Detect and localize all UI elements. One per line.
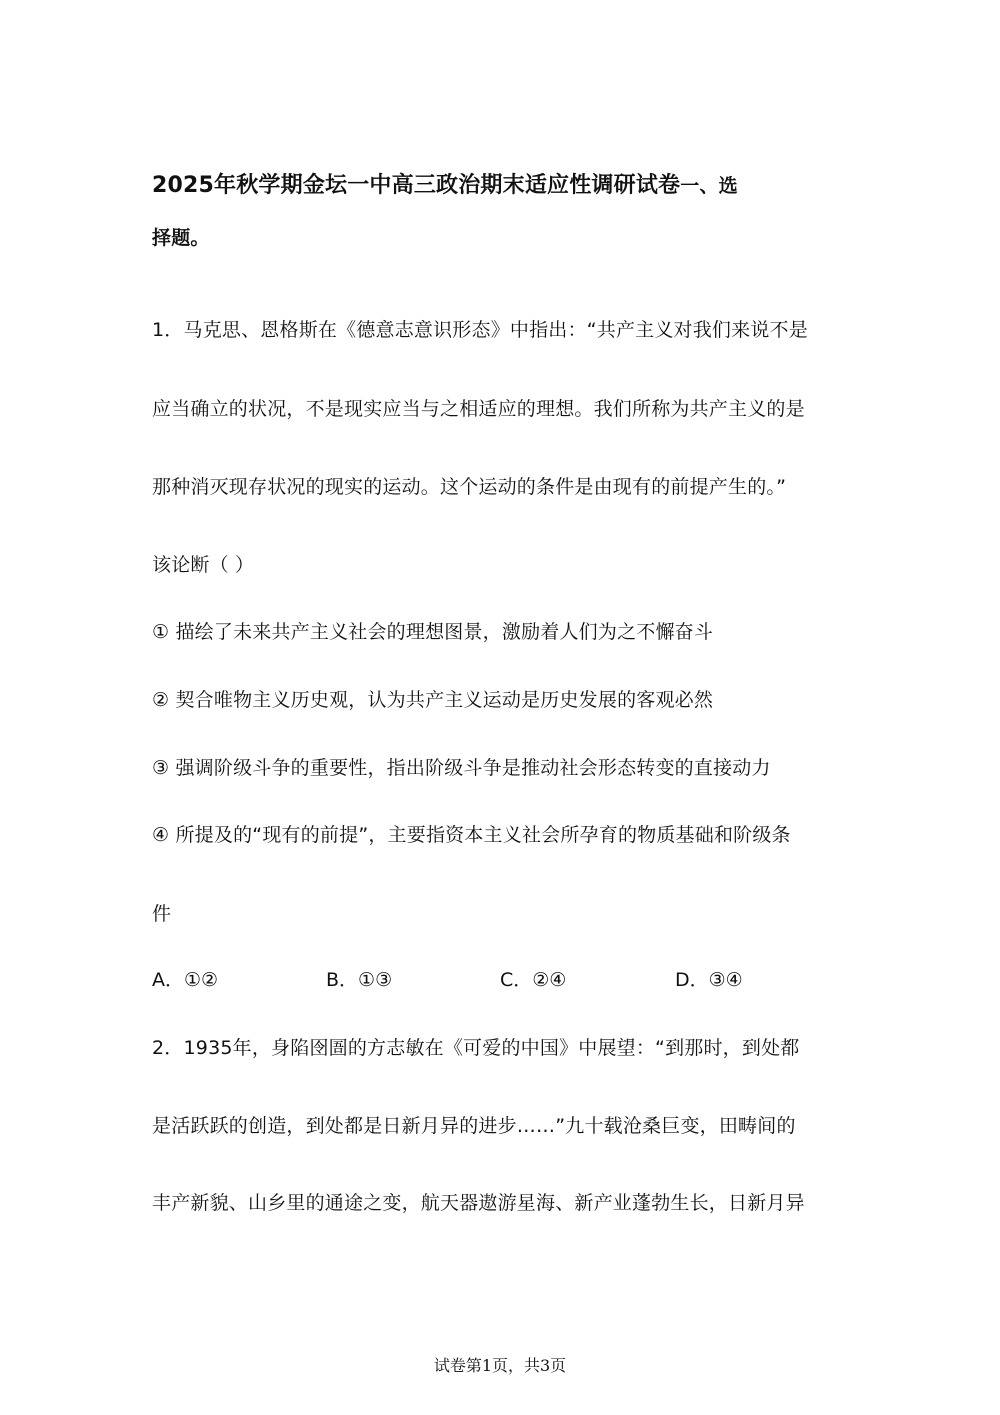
question-1-option-d[interactable]: D．③④: [675, 969, 743, 991]
question-1-option-c[interactable]: C．②④: [500, 969, 567, 991]
page-footer: 试卷第1页，共3页: [433, 1356, 567, 1375]
section-heading-start: 一、选: [680, 175, 738, 197]
question-1-statement-4-cont: 件: [152, 903, 172, 925]
question-1-line-1: 1．马克思、恩格斯在《德意志意识形态》中指出：“共产主义对我们来说不是: [152, 319, 808, 341]
exam-title-text: 2025年秋学期金坛一中高三政治期末适应性调研试卷: [152, 173, 681, 198]
section-heading: 择题。: [152, 227, 210, 249]
question-1-statement-3: ③ 强调阶级斗争的重要性，指出阶级斗争是推动社会形态转变的直接动力: [152, 757, 771, 779]
question-1-statement-2: ② 契合唯物主义历史观，认为共产主义运动是历史发展的客观必然: [152, 689, 714, 711]
question-2-line-1: 2．1935年，身陷囹圄的方志敏在《可爱的中国》中展望：“到那时，到处都: [152, 1037, 800, 1059]
question-1-option-b[interactable]: B．①③: [326, 969, 393, 991]
question-2-line-3: 丰产新貌、山乡里的通途之变，航天器遨游星海、新产业蓬勃生长，日新月异: [152, 1192, 805, 1214]
exam-title: [152, 172, 738, 200]
question-1-option-a[interactable]: A．①②: [152, 969, 219, 991]
question-1-line-3: 那种消灭现存状况的现实的运动。这个运动的条件是由现有的前提产生的。”: [152, 476, 787, 498]
question-2-line-2: 是活跃跃的创造，到处都是日新月异的进步……”九十载沧桑巨变，田畴间的: [152, 1115, 796, 1137]
question-1-statement-1: ① 描绘了未来共产主义社会的理想图景，激励着人们为之不懈奋斗: [152, 621, 714, 643]
question-1-stem: 该论断（ ）: [152, 554, 255, 576]
question-1-line-2: 应当确立的状况，不是现实应当与之相适应的理想。我们所称为共产主义的是: [152, 398, 805, 420]
question-1-statement-4: ④ 所提及的“现有的前提”，主要指资本主义社会所孕育的物质基础和阶级条: [152, 824, 791, 846]
